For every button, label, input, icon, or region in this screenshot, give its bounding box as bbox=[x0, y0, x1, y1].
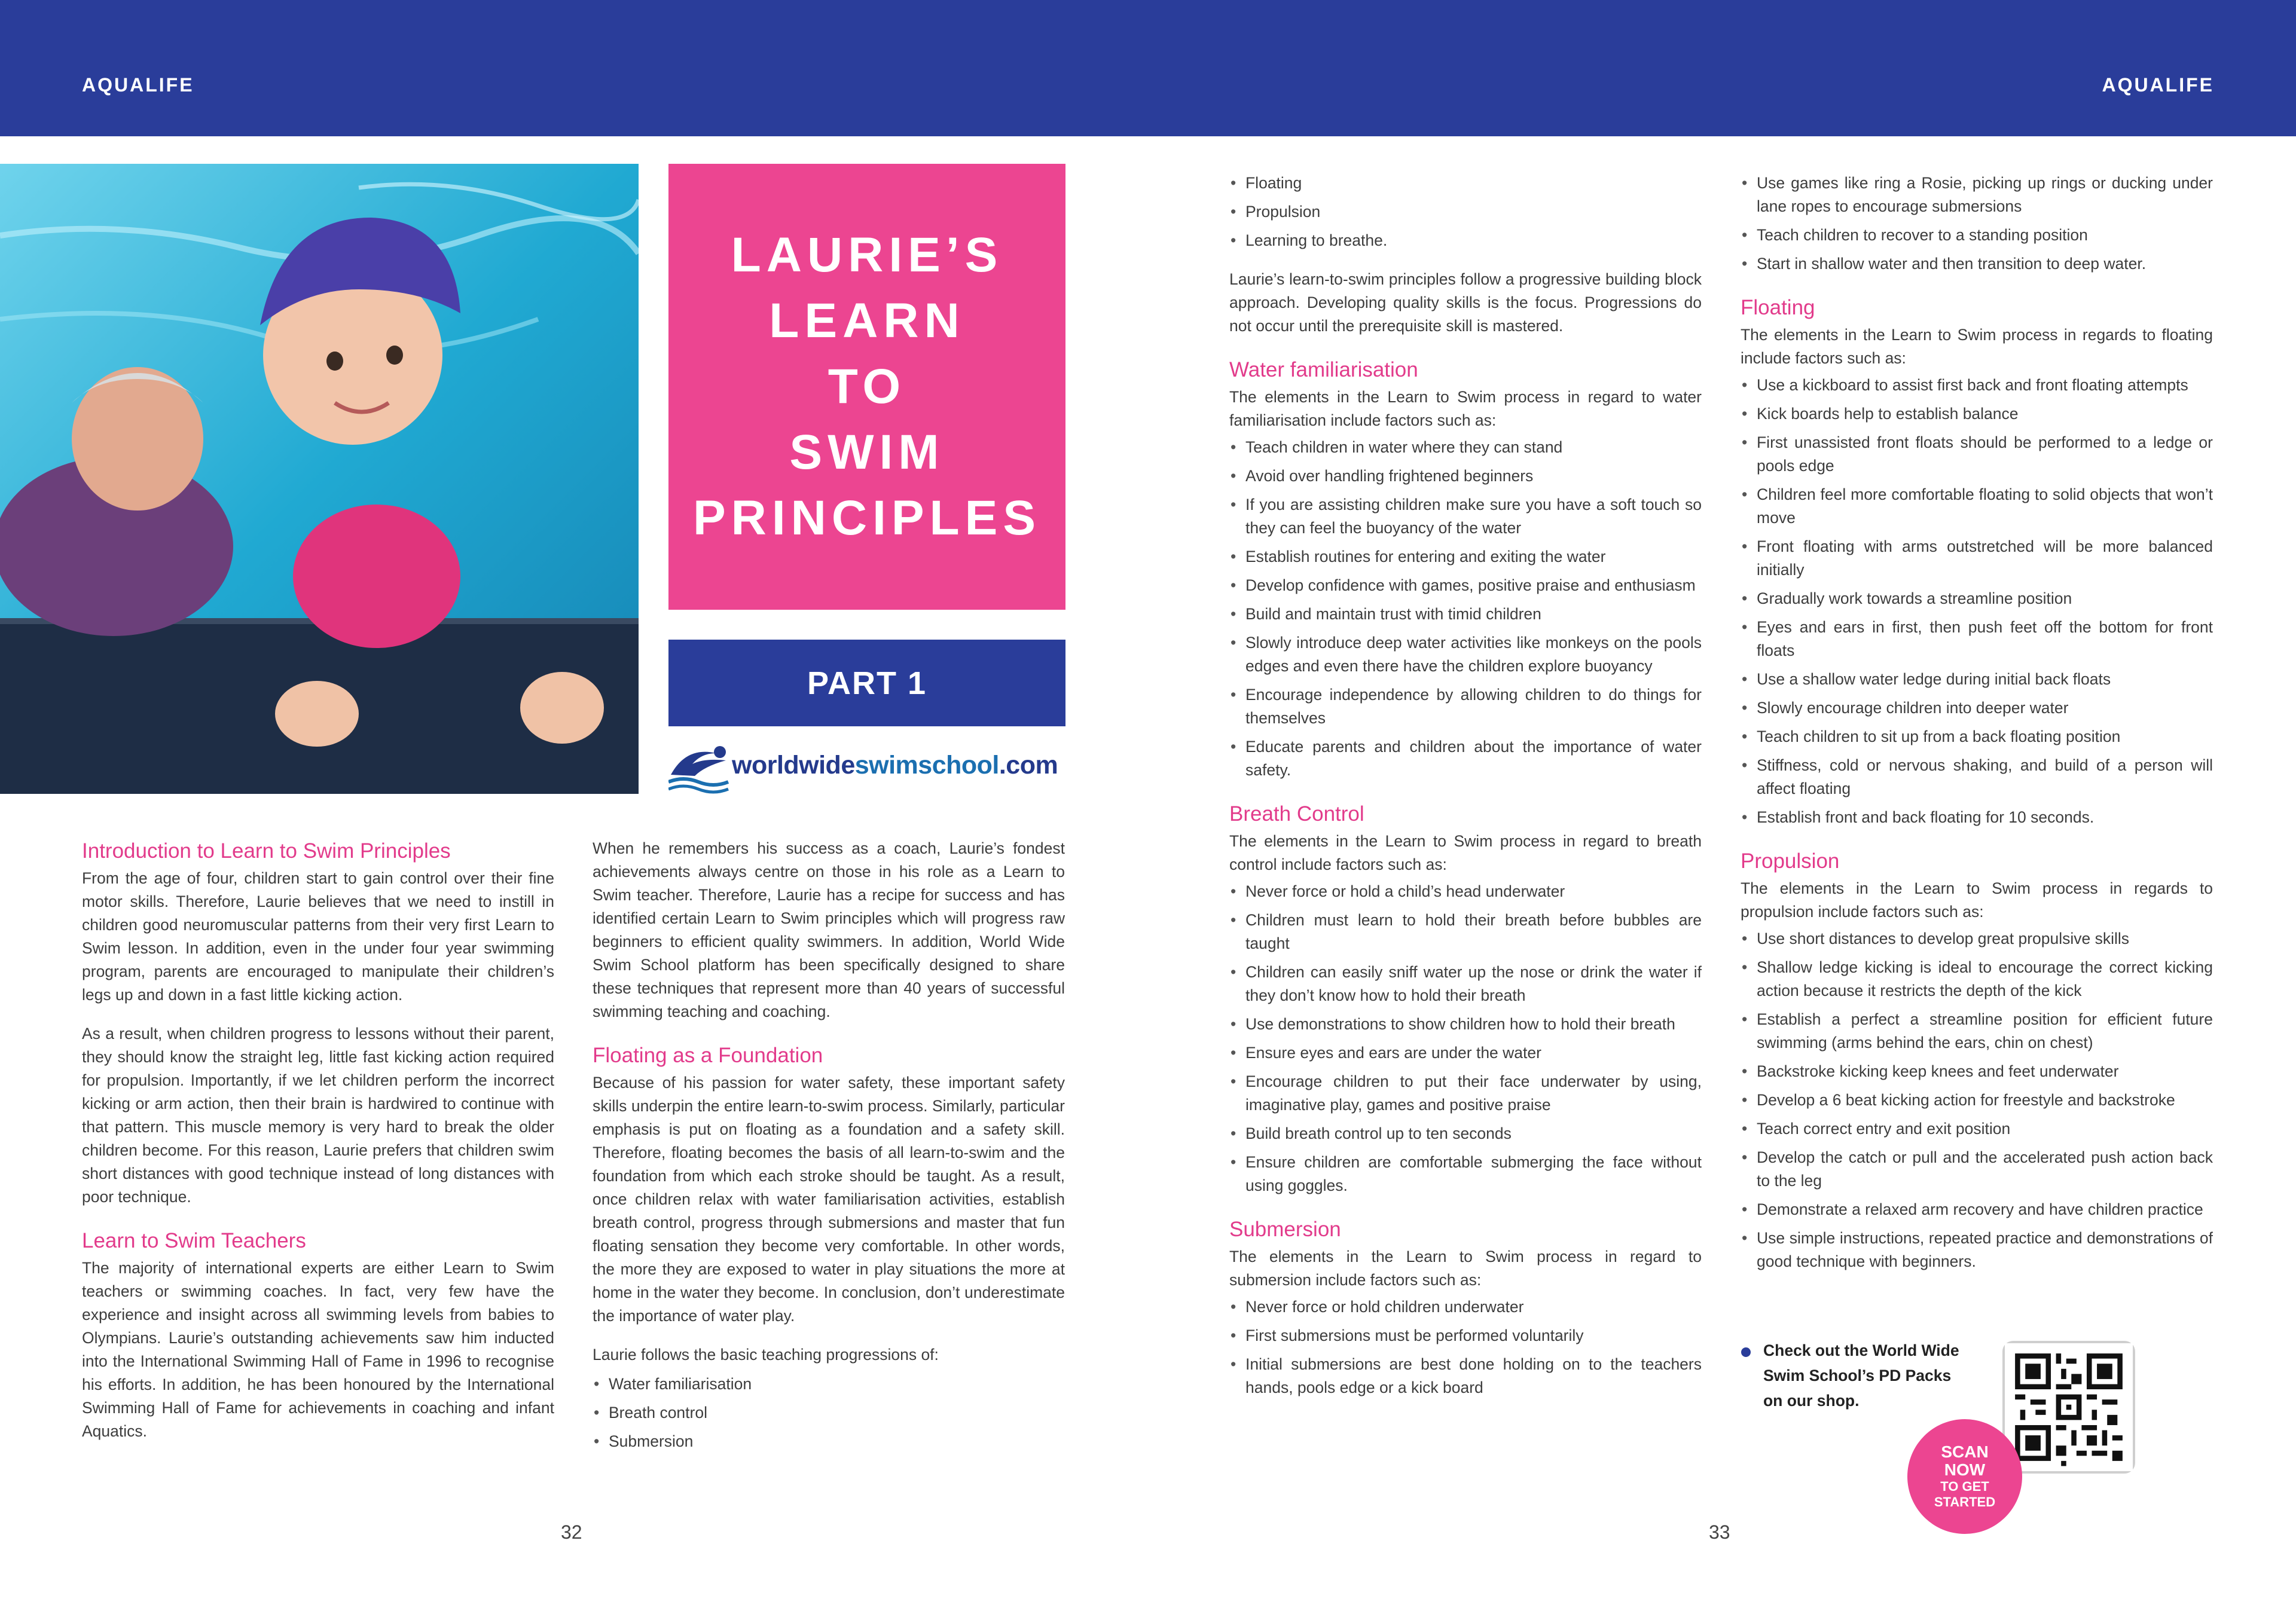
water-familiarisation-list bbox=[1229, 436, 1702, 782]
scan-label-b: NOW bbox=[1944, 1460, 1986, 1479]
list-item: • Kick boards help to establish balance bbox=[1741, 402, 2213, 426]
submersion-list bbox=[1229, 1295, 1702, 1399]
page-number-right: 33 bbox=[1709, 1521, 1730, 1543]
submersion-heading: Submersion bbox=[1229, 1218, 1341, 1241]
scan-label-d: STARTED bbox=[1934, 1494, 1996, 1509]
submersion-continued-list bbox=[1741, 172, 2213, 276]
propulsion-intro: The elements in the Learn to Swim process in regards to propulsion include factors such as: bbox=[1741, 879, 2213, 921]
list-item: • If you are assisting children make sure you have a soft touch so they can feel the buoyancy of the water bbox=[1229, 493, 1702, 540]
intro-paragraph-2: As a result, when children progress to lessons without their parent, they should know the straight leg, little fast kicking action required for propulsion. Importantly, if we let children perform the incorrect kicking or arm action, then their brain is hardwired to continue with that pattern. This muscle memory is very hard to break the older children become. For this reason, Laurie prefers that children swim short distances with good technique instead of long distances with poor technique. bbox=[82, 1025, 554, 1206]
part-label: PART 1 bbox=[807, 665, 927, 701]
list-item: • Front floating with arms outstretched will be more balanced initially bbox=[1741, 535, 2213, 582]
list-item: • Backstroke kicking keep knees and feet underwater bbox=[1741, 1060, 2213, 1083]
list-item: • Teach children in water where they can stand bbox=[1229, 436, 1702, 459]
list-item: • Slowly encourage children into deeper water bbox=[1741, 696, 2213, 720]
list-item: • First submersions must be performed voluntarily bbox=[1229, 1324, 1702, 1347]
list-item: • Gradually work towards a streamline position bbox=[1741, 587, 2213, 610]
swimmer-logo-icon bbox=[668, 740, 734, 794]
list-item: • Establish a perfect a streamline position for efficient future swimming (arms behind the ears, chin on chest) bbox=[1741, 1008, 2213, 1055]
list-item: • Use simple instructions, repeated practice and demonstrations of good technique with beginners. bbox=[1741, 1227, 2213, 1273]
submersion-intro: The elements in the Learn to Swim process in regard to submersion include factors such as: bbox=[1229, 1248, 1702, 1289]
list-item: • Avoid over handling frightened beginners bbox=[1229, 464, 1702, 488]
floating-intro: The elements in the Learn to Swim process in regards to floating include factors such as: bbox=[1741, 326, 2213, 367]
hero-photo bbox=[0, 164, 639, 794]
water-familiarisation-heading: Water familiarisation bbox=[1229, 358, 1418, 381]
floating-foundation-paragraph: Because of his passion for water safety, these important safety skills underpin the entire learn-to-swim process. Similarly, particular emphasis is put on floating as a foundation and a safety skill. Therefore, floating becomes the basis of all learn-to-swim and the foundation from which each stroke should be taught. As a result, once children relax with water familiarisation activities, establish breath control, progress through submersions and master that fun floating sensation they become very comfortable. In other words, the more they are exposed to water in play situations the more at home in the water they become. In conclusion, don’t underestimate the importance of water play. bbox=[593, 1074, 1065, 1325]
list-item: • Teach children to recover to a standing position bbox=[1741, 224, 2213, 247]
teachers-heading: Learn to Swim Teachers bbox=[82, 1229, 306, 1252]
list-item: • Develop a 6 beat kicking action for freestyle and backstroke bbox=[1741, 1089, 2213, 1112]
logo-text bbox=[732, 751, 1058, 780]
list-item: • Slowly introduce deep water activities like monkeys on the pools edges and even there have the children explore buoyancy bbox=[1229, 631, 1702, 678]
list-item: • Submersion bbox=[593, 1430, 1065, 1453]
header-bar bbox=[0, 0, 2296, 136]
list-item: • Initial submersions are best done holding on to the teachers hands, pools edge or a kick board bbox=[1229, 1353, 1702, 1399]
list-item: • Build and maintain trust with timid children bbox=[1229, 603, 1702, 626]
list-item: • Use a kickboard to assist first back and front floating attempts bbox=[1741, 374, 2213, 397]
list-item: • Stiffness, cold or nervous shaking, and build of a person will affect floating bbox=[1741, 754, 2213, 800]
list-item: • Breath control bbox=[593, 1401, 1065, 1425]
column-1 bbox=[82, 837, 554, 1459]
title-line-4: SWIM bbox=[789, 425, 945, 479]
breath-control-intro: The elements in the Learn to Swim process in regard to breath control include factors such as: bbox=[1229, 832, 1702, 873]
promo-line-2: Swim School’s PD Packs bbox=[1763, 1367, 1952, 1384]
list-item: • Never force or hold a child’s head underwater bbox=[1229, 880, 1702, 903]
logo-text-a: worldwide bbox=[732, 751, 855, 780]
list-item: • Children must learn to hold their breath before bubbles are taught bbox=[1229, 909, 1702, 955]
list-item: • Eyes and ears in first, then push feet off the bottom for front floats bbox=[1741, 616, 2213, 662]
title-line-5: PRINCIPLES bbox=[692, 491, 1042, 545]
list-item: • Establish front and back floating for 10 seconds. bbox=[1741, 806, 2213, 829]
coach-paragraph: When he remembers his success as a coach, Laurie’s fondest achievements always centre on those in his role as a Learn to Swim teacher. Therefore, Laurie has a recipe for success and has identified certain Learn to Swim principles which will progress raw beginners to efficient quality swimmers. In addition, World Wide Swim School platform has been specifically designed to share these techniques that represent more than 40 years of successful swimming teaching and coaching. bbox=[593, 839, 1065, 1020]
promo-line-1: Check out the World Wide bbox=[1763, 1341, 1959, 1359]
brand-right: AQUALIFE bbox=[2102, 74, 2214, 96]
scan-label-c: TO GET bbox=[1940, 1479, 1989, 1494]
list-item: • Encourage independence by allowing children to do things for themselves bbox=[1229, 683, 1702, 730]
title-line-1: LAURIE’S bbox=[731, 228, 1003, 282]
part-banner bbox=[668, 640, 1065, 726]
list-item: • Build breath control up to ten seconds bbox=[1229, 1122, 1702, 1145]
list-item: • Children feel more comfortable floating to solid objects that won’t move bbox=[1741, 483, 2213, 530]
list-item: • Use games like ring a Rosie, picking up rings or ducking under lane ropes to encourage submersions bbox=[1741, 172, 2213, 218]
pool-photo-illustration bbox=[0, 164, 639, 794]
list-item: • Teach children to sit up from a back floating position bbox=[1741, 725, 2213, 748]
propulsion-list bbox=[1741, 927, 2213, 1273]
progressions-intro: Laurie follows the basic teaching progressions of: bbox=[593, 1346, 939, 1364]
list-item: • Ensure children are comfortable submerging the face without using goggles. bbox=[1229, 1151, 1702, 1197]
list-item: • Demonstrate a relaxed arm recovery and have children practice bbox=[1741, 1198, 2213, 1221]
list-item: • Propulsion bbox=[1229, 200, 1702, 224]
qr-code[interactable] bbox=[2002, 1341, 2135, 1474]
title-block bbox=[668, 164, 1065, 610]
list-item: • Never force or hold children underwater bbox=[1229, 1295, 1702, 1319]
promo-line-3: on our shop. bbox=[1763, 1392, 1860, 1410]
list-item: • Learning to breathe. bbox=[1229, 229, 1702, 252]
list-item: • Use a shallow water ledge during initial back floats bbox=[1741, 668, 2213, 691]
page-number-left: 32 bbox=[561, 1521, 582, 1543]
breath-control-heading: Breath Control bbox=[1229, 802, 1364, 826]
list-item: • Shallow ledge kicking is ideal to encourage the correct kicking action because it restricts the depth of the kick bbox=[1741, 956, 2213, 1002]
qr-code-icon bbox=[2005, 1343, 2133, 1471]
teachers-paragraph: The majority of international experts are either Learn to Swim teachers or swimming coaches. In fact, very few have the experience and insight across all swimming levels from babies to Olympians. Laurie’s outstanding achievements saw him inducted into the International Swimming Hall of Fame in 1996 to recognise his efforts. In addition, he has been honoured by the International Swimming Hall of Fame for achievements in coaching and infant Aquatics. bbox=[82, 1259, 554, 1440]
list-item: • Develop the catch or pull and the accelerated push action back to the leg bbox=[1741, 1146, 2213, 1193]
brand-left: AQUALIFE bbox=[82, 74, 194, 96]
column-4 bbox=[1741, 172, 2213, 1289]
shop-promo bbox=[1741, 1338, 2004, 1413]
logo-text-b: swimschool bbox=[854, 751, 999, 780]
title-line-3: TO bbox=[828, 359, 906, 414]
logo-text-c: .com bbox=[999, 751, 1058, 780]
principles-paragraph: Laurie’s learn-to-swim principles follow a progressive building block approach. Developing quality skills is the focus. Progressions do not occur until the prerequisite skill is mastered. bbox=[1229, 270, 1702, 335]
list-item: • Ensure eyes and ears are under the water bbox=[1229, 1041, 1702, 1065]
progressions-continued-list bbox=[1229, 172, 1702, 252]
water-familiarisation-intro: The elements in the Learn to Swim process in regard to water familiarisation include factors such as: bbox=[1229, 388, 1702, 429]
floating-list bbox=[1741, 374, 2213, 829]
list-item: • Encourage children to put their face underwater by using, imaginative play, games and positive praise bbox=[1229, 1070, 1702, 1117]
promo-text bbox=[1763, 1338, 2004, 1413]
list-item: • First unassisted front floats should be performed to a ledge or pools edge bbox=[1741, 431, 2213, 478]
worldwideswimschool-logo bbox=[668, 740, 1069, 794]
list-item: • Educate parents and children about the importance of water safety. bbox=[1229, 735, 1702, 782]
column-2 bbox=[593, 837, 1065, 1469]
intro-heading: Introduction to Learn to Swim Principles bbox=[82, 839, 451, 863]
column-3 bbox=[1229, 172, 1702, 1415]
floating-foundation-heading: Floating as a Foundation bbox=[593, 1044, 823, 1067]
scan-label-a: SCAN bbox=[1941, 1442, 1989, 1461]
progressions-list bbox=[593, 1373, 1065, 1453]
breath-control-list bbox=[1229, 880, 1702, 1197]
list-item: • Water familiarisation bbox=[593, 1373, 1065, 1396]
list-item: • Develop confidence with games, positive praise and enthusiasm bbox=[1229, 574, 1702, 597]
bullet-dot-icon bbox=[1741, 1347, 1751, 1357]
list-item: • Start in shallow water and then transition to deep water. bbox=[1741, 252, 2213, 276]
intro-paragraph-1: From the age of four, children start to gain control over their fine motor skills. Therefore, Laurie believes that we need to instill in children good neuromuscular patterns from their very first Learn to Swim lesson. In addition, even in the under four year swimming program, parents are encouraged to manipulate their children’s legs up and down in a fast little kicking action. bbox=[82, 869, 554, 1004]
list-item: • Establish routines for entering and exiting the water bbox=[1229, 545, 1702, 568]
list-item: • Use demonstrations to show children how to hold their breath bbox=[1229, 1013, 1702, 1036]
floating-heading: Floating bbox=[1741, 296, 1815, 319]
list-item: • Use short distances to develop great propulsive skills bbox=[1741, 927, 2213, 950]
title-line-2: LEARN bbox=[769, 294, 965, 348]
propulsion-heading: Propulsion bbox=[1741, 849, 1840, 873]
list-item: • Floating bbox=[1229, 172, 1702, 195]
list-item: • Children can easily sniff water up the nose or drink the water if they don’t know how to hold their breath bbox=[1229, 961, 1702, 1007]
scan-now-badge[interactable] bbox=[1907, 1419, 2022, 1534]
list-item: • Teach correct entry and exit position bbox=[1741, 1117, 2213, 1141]
